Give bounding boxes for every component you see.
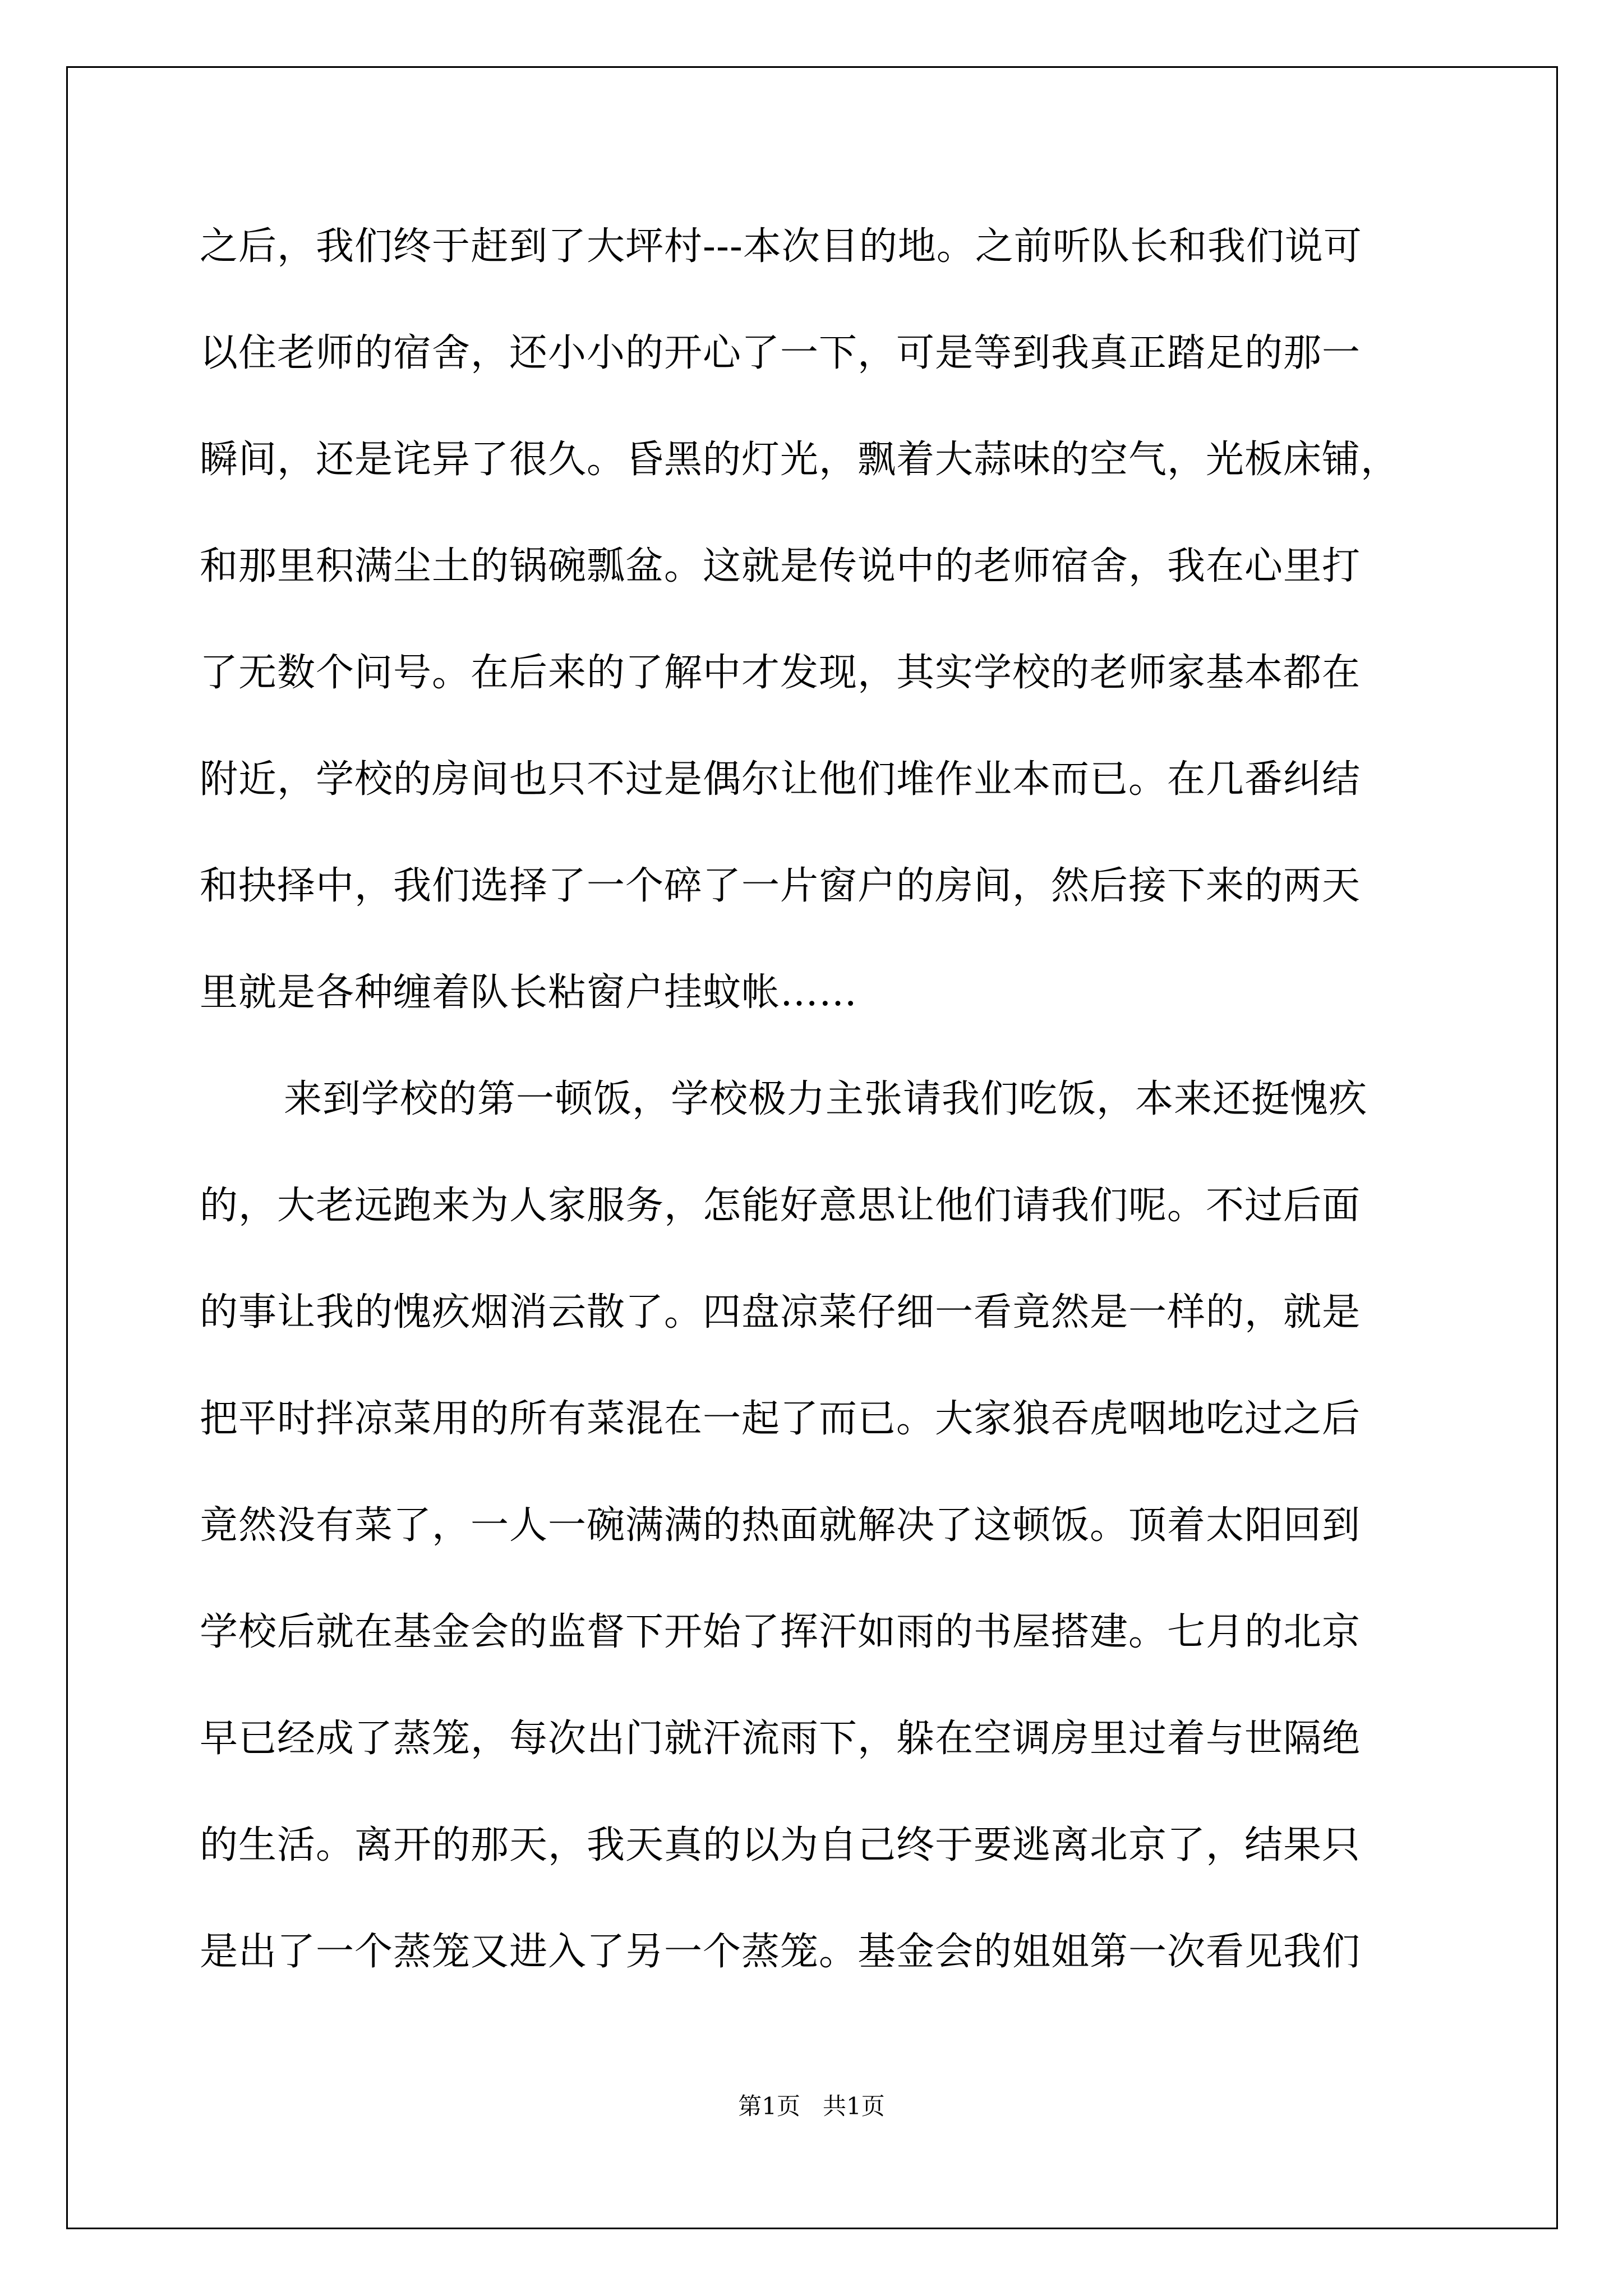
paragraph-1 [200, 216, 1461, 1069]
page-number: 第1页 [738, 2092, 800, 2120]
text-line: 之后，我们终于赶到了大坪村---本次目的地。之前听队长和我们说可 [200, 224, 1362, 269]
text-line: 以住老师的宿舍，还小小的开心了一下，可是等到我真正踏足的那一 [200, 331, 1361, 375]
text-line: 瞬间，还是诧异了很久。昏黑的灯光，飘着大蒜味的空气，光板床铺， [200, 438, 1400, 482]
document-body [200, 216, 1461, 2028]
paragraph-2 [200, 1069, 1461, 2028]
text-line: 的生活。离开的那天，我天真的以为自己终于要逃离北京了，结果只 [200, 1823, 1361, 1867]
text-line: 和那里积满尘土的锅碗瓢盆。这就是传说中的老师宿舍，我在心里打 [200, 544, 1361, 588]
text-line: 里就是各种缠着队长粘窗户挂蚊帐…… [200, 970, 858, 1015]
page-total: 共1页 [823, 2092, 885, 2120]
text-line: 是出了一个蒸笼又进入了另一个蒸笼。基金会的姐姐第一次看见我们 [200, 1930, 1361, 1974]
text-line: 的，大老远跑来为人家服务，怎能好意思让他们请我们呢。不过后面 [200, 1184, 1361, 1228]
text-line: 把平时拌凉菜用的所有菜混在一起了而已。大家狼吞虎咽地吃过之后 [200, 1397, 1361, 1441]
text-line: 竟然没有菜了，一人一碗满满的热面就解决了这顿饭。顶着太阳回到 [200, 1503, 1361, 1548]
page-footer [0, 2088, 1623, 2122]
text-line: 和抉择中，我们选择了一个碎了一片窗户的房间，然后接下来的两天 [200, 864, 1361, 908]
text-line: 附近，学校的房间也只不过是偶尔让他们堆作业本而已。在几番纠结 [200, 757, 1361, 802]
text-line: 学校后就在基金会的监督下开始了挥汗如雨的书屋搭建。七月的北京 [200, 1610, 1361, 1654]
text-line: 早已经成了蒸笼，每次出门就汗流雨下，躲在空调房里过着与世隔绝 [200, 1717, 1361, 1761]
text-line: 了无数个问号。在后来的了解中才发现，其实学校的老师家基本都在 [200, 651, 1361, 695]
text-line: 的事让我的愧疚烟消云散了。四盘凉菜仔细一看竟然是一样的，就是 [200, 1290, 1361, 1335]
text-line: 来到学校的第一顿饭，学校极力主张请我们吃饭，本来还挺愧疚 [284, 1077, 1368, 1121]
